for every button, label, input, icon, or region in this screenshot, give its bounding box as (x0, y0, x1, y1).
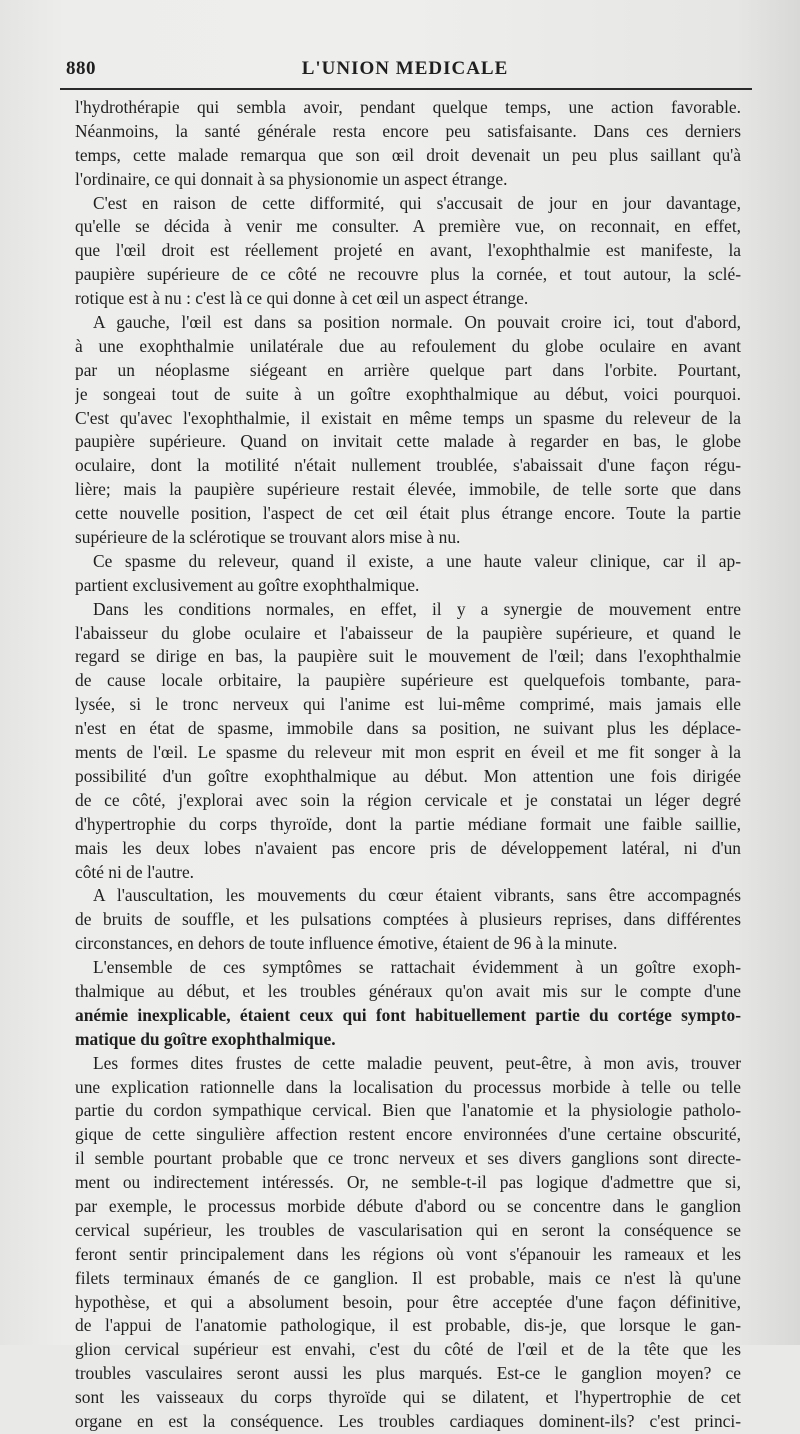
header-rule (60, 88, 752, 90)
text-line: hypothèse, et qui a absolument besoin, pour être acceptée d'une façon définitive, (75, 1291, 741, 1312)
text-line: lière; mais la paupière supérieure restait élevée, immobile, de telle sorte que dans (75, 479, 741, 500)
text-line: gique de cette singulière affection restent encore environnées d'une certaine obscurité, (75, 1124, 741, 1145)
text-line: qu'elle se décida à venir me consulter. A première vue, on reconnait, en effet, (75, 216, 741, 237)
text-line: Néanmoins, la santé générale resta encore peu satisfaisante. Dans ces derniers (75, 120, 741, 141)
text-line: supérieure de la sclérotique se trouvant alors mise à nu. (75, 527, 461, 548)
text-line: oculaire, dont la motilité n'était nullement troublée, s'abaissait d'une façon régu- (75, 455, 741, 476)
text-line: C'est en raison de cette difformité, qui s'accusait de jour en jour davantage, (93, 192, 741, 213)
text-line: glion cervical supérieur est envahi, c'est du côté de l'œil et de la tête que les (75, 1339, 741, 1360)
text-line: A gauche, l'œil est dans sa position normale. On pouvait croire ici, tout d'abord, (93, 312, 741, 333)
text-line: matique du goître exophthalmique. (75, 1028, 336, 1049)
text-line: par un néoplasme siégeant en arrière quelque part dans l'orbite. Pourtant, (75, 359, 741, 380)
text-line: je songeai tout de suite à un goître exophthalmique au début, voici pourquoi. (75, 383, 741, 404)
text-line: cette nouvelle position, l'aspect de cet œil était plus étrange encore. Toute la partie (75, 503, 741, 524)
text-line: une explication rationnelle dans la localisation du processus morbide à telle ou telle (75, 1076, 741, 1097)
text-line: de bruits de souffle, et les pulsations comptées à plusieurs reprises, dans différentes (75, 909, 741, 930)
text-line: Les formes dites frustes de cette maladie peuvent, peut-être, à mon avis, trouver (93, 1052, 741, 1073)
text-line: mais les deux lobes n'avaient pas encore pris de développement latéral, ni d'un (75, 837, 741, 858)
text-line: n'est en état de spasme, immobile dans sa position, ne suivant plus les déplace- (75, 718, 741, 739)
text-line: feront sentir principalement dans les régions où vont s'épanouir les rameaux et les (75, 1243, 741, 1264)
text-line: partient exclusivement au goître exophthalmique. (75, 574, 420, 595)
text-line: Ce spasme du releveur, quand il existe, a une haute valeur clinique, car il ap- (93, 550, 741, 571)
text-line: côté ni de l'autre. (75, 861, 195, 882)
text-line: organe en est la conséquence. Les troubles cardiaques dominent-ils? c'est princi- (75, 1410, 741, 1431)
text-line: lysée, si le tronc nerveux qui l'anime est lui-même comprimé, mais jamais elle (75, 694, 741, 715)
text-line: paupière supérieure de ce côté ne recouvre plus la cornée, et tout autour, la sclé- (75, 264, 741, 285)
text-line: circonstances, en dehors de toute influence émotive, étaient de 96 à la minute. (75, 933, 618, 954)
text-line: partie du cordon sympathique cervical. Bien que l'anatomie et la physiologie patholo- (75, 1100, 741, 1121)
page-number: 880 (66, 58, 96, 79)
text-line: l'abaisseur du globe oculaire et l'abaisseur de la paupière supérieure, et quand le (75, 622, 741, 643)
text-line: de cause locale orbitaire, la paupière supérieure est quelquefois tombante, para- (75, 670, 741, 691)
text-line: cervical supérieur, les troubles de vascularisation qui en seront la conséquence se (75, 1219, 741, 1240)
text-line: troubles vasculaires seront aussi les plus marqués. Est-ce le ganglion moyen? ce (75, 1363, 741, 1384)
text-line: thalmique au début, et les troubles généraux qu'on avait mis sur le compte d'une (75, 980, 741, 1001)
text-line: L'ensemble de ces symptômes se rattachait évidemment à un goître exoph- (93, 957, 741, 978)
text-line: de l'appui de l'anatomie pathologique, il est probable, dis-je, que lorsque le gan- (75, 1315, 741, 1336)
text-line: possibilité d'un goître exophthalmique au début. Mon attention une fois dirigée (75, 765, 741, 786)
text-line: sont les vaisseaux du corps thyroïde qui se dilatent, et l'hypertrophie de cet (75, 1387, 741, 1408)
text-line: filets terminaux émanés de ce ganglion. Il est probable, mais ce n'est là qu'une (75, 1267, 741, 1288)
text-line: regard se dirige en bas, la paupière suit le mouvement de l'œil; dans l'exophthalmie (75, 646, 741, 667)
text-line: ments de l'œil. Le spasme du releveur mit mon esprit en éveil et me fit songer à la (75, 742, 741, 763)
text-line: A l'auscultation, les mouvements du cœur étaient vibrants, sans être accompagnés (93, 885, 741, 906)
text-line: paupière supérieure. Quand on invitait cette malade à regarder en bas, le globe (75, 431, 741, 452)
text-line: Dans les conditions normales, en effet, il y a synergie de mouvement entre (93, 598, 741, 619)
running-title: L'UNION MEDICALE (301, 58, 509, 79)
text-line: l'ordinaire, ce qui donnait à sa physionomie un aspect étrange. (75, 168, 508, 189)
text-line: temps, cette malade remarqua que son œil droit devenait un peu plus saillant qu'à (75, 144, 741, 165)
text-line: de ce côté, j'explorai avec soin la région cervicale et je constatai un léger degré (75, 789, 741, 810)
text-line: d'hypertrophie du corps thyroïde, dont la partie médiane formait une faible saillie, (75, 813, 741, 834)
text-line: il semble pourtant probable que ce tronc nerveux et ses divers ganglions sont directe- (75, 1148, 741, 1169)
text-line: anémie inexplicable, étaient ceux qui font habituellement partie du cortége sympto- (75, 1004, 741, 1025)
text-line: l'hydrothérapie qui sembla avoir, pendant quelque temps, une action favorable. (75, 97, 741, 117)
text-line: C'est qu'avec l'exophthalmie, il existait en même temps un spasme du releveur de la (75, 407, 741, 428)
page-header (60, 48, 750, 84)
text-line: à une exophthalmie unilatérale due au refoulement du globe oculaire en avant (75, 335, 741, 356)
body-text (75, 96, 741, 1434)
text-line: par exemple, le processus morbide débute d'abord ou se concentre dans le ganglion (75, 1195, 741, 1216)
text-line: ment ou indirectement intéressés. Or, ne semble-t-il pas logique d'admettre que si, (75, 1172, 741, 1193)
text-line: rotique est à nu : c'est là ce qui donne à cet œil un aspect étrange. (75, 288, 529, 309)
text-line: que l'œil droit est réellement projeté en avant, l'exophthalmie est manifeste, la (75, 240, 741, 261)
